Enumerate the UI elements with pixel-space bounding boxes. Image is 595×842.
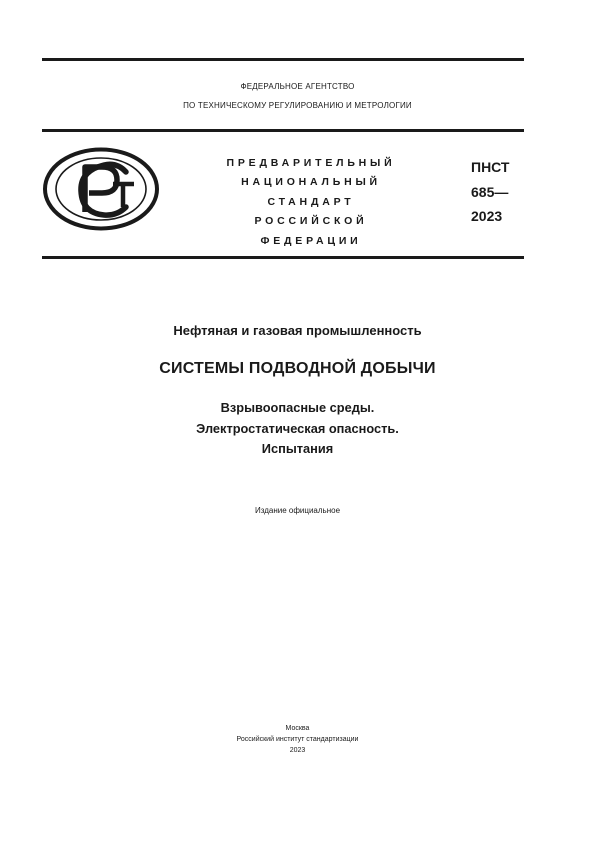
- standard-type-line: НАЦИОНАЛЬНЫЙ: [241, 176, 381, 189]
- standard-type: [196, 154, 426, 251]
- agency-line-2: ПО ТЕХНИЧЕСКОМУ РЕГУЛИРОВАНИЮ И МЕТРОЛОГИИ: [183, 101, 412, 110]
- imprint-city: Москва: [285, 725, 310, 732]
- top-rule: [42, 58, 524, 61]
- imprint: [0, 723, 595, 756]
- standard-type-line: ПРЕДВАРИТЕЛЬНЫЙ: [226, 157, 396, 169]
- standard-type-line: СТАНДАРТ: [267, 195, 355, 208]
- agency-line-1: ФЕДЕРАЛЬНОЕ АГЕНТСТВО: [240, 82, 355, 91]
- industry-heading: Нефтяная и газовая промышленность: [173, 323, 422, 338]
- imprint-year: 2023: [289, 747, 306, 754]
- document-title: СИСТЕМЫ ПОДВОДНОЙ ДОБЫЧИ: [159, 360, 436, 377]
- upper-header-rule: [42, 129, 524, 132]
- standard-type-line: ФЕДЕРАЦИИ: [260, 234, 362, 247]
- subtitle-line: Электростатическая опасность.: [196, 420, 399, 436]
- lower-header-rule: [42, 256, 524, 259]
- designation-number: 685—: [471, 183, 509, 200]
- edition-note: Издание официальное: [254, 506, 341, 515]
- designation-prefix: ПНСТ: [471, 159, 510, 175]
- document-subtitle: [0, 398, 595, 460]
- standard-type-line: РОССИЙСКОЙ: [254, 215, 368, 228]
- imprint-publisher: Российский институт стандартизации: [236, 736, 359, 743]
- subtitle-line: Взрывоопасные среды.: [220, 400, 375, 415]
- subtitle-line: Испытания: [261, 441, 334, 456]
- designation-year: 2023: [471, 208, 503, 224]
- rst-logo-icon: [42, 147, 160, 231]
- standard-designation: [471, 155, 510, 229]
